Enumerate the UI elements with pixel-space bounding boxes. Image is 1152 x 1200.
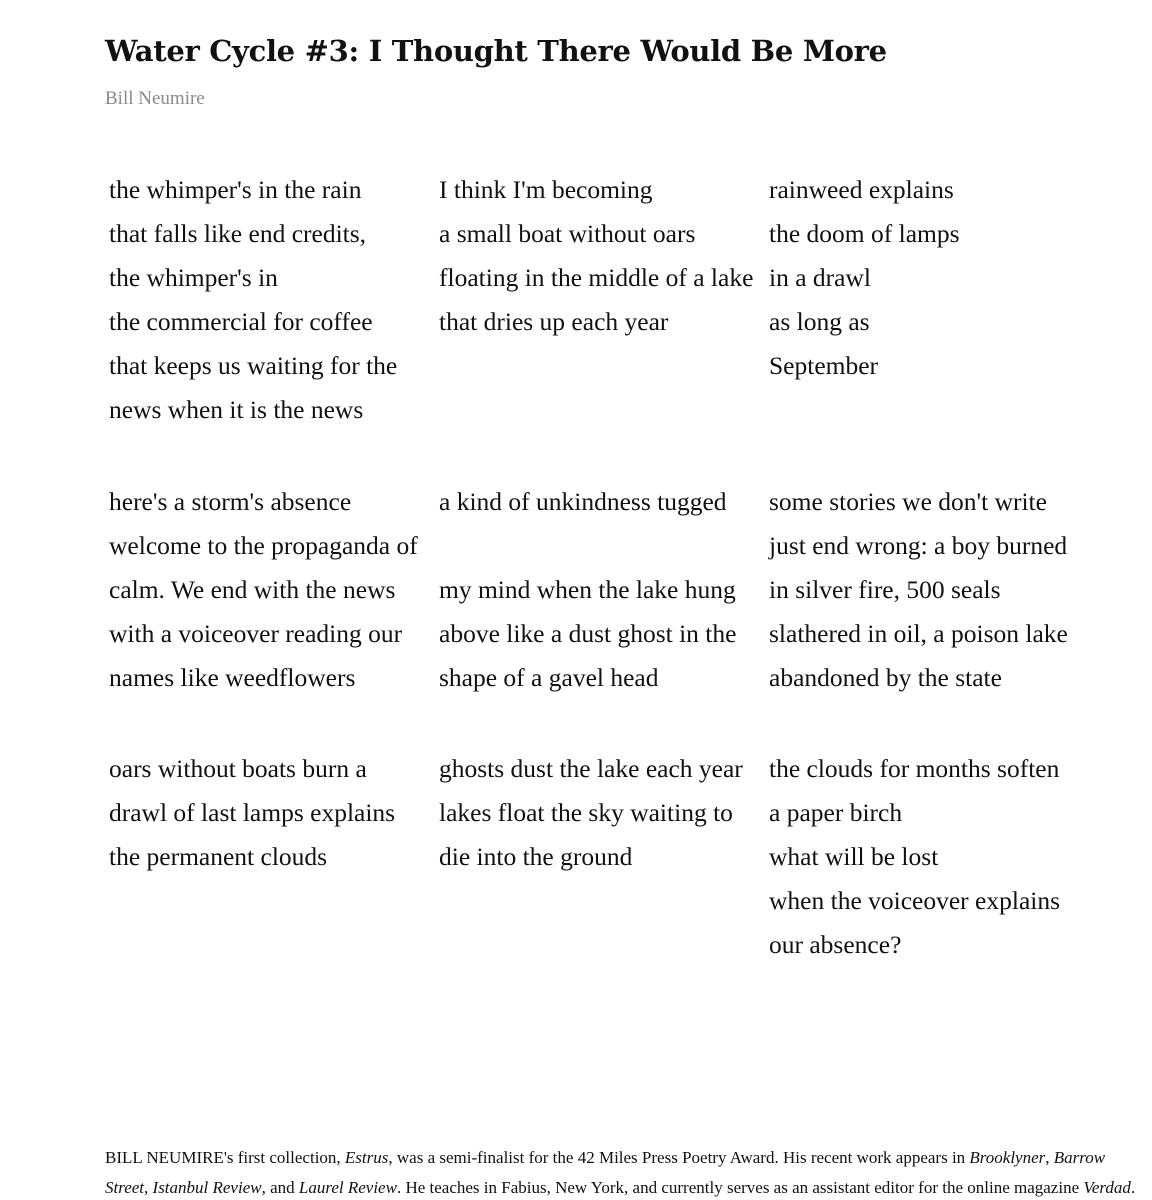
poem-line: lakes float the sky waiting to <box>439 798 733 827</box>
stanza-6 <box>769 480 1099 747</box>
poem-line: the whimper's in <box>109 263 278 292</box>
journal-title: Istanbul Review <box>152 1178 262 1197</box>
bio-separator: , <box>1045 1148 1054 1167</box>
book-title: Estrus <box>344 1148 389 1167</box>
poem-line: in silver fire, 500 seals <box>769 575 1001 604</box>
poem-author: Bill Neumire <box>105 88 205 109</box>
poem-line: here's a storm's absence <box>109 487 352 516</box>
poem-line: my mind when the lake hung <box>439 575 736 604</box>
poem-line: the whimper's in the rain <box>109 175 362 204</box>
poem-line: that keeps us waiting for the <box>109 351 398 380</box>
poem-line: I think I'm becoming <box>439 175 653 204</box>
poem-line: welcome to the propaganda of <box>109 531 418 560</box>
poem-line: calm. We end with the news <box>109 575 396 604</box>
poem-line: with a voiceover reading our <box>109 619 403 648</box>
poem-line: the clouds for months soften <box>769 754 1060 783</box>
poem-line: when the voiceover explains <box>769 886 1061 915</box>
poem-title: Water Cycle #3: I Thought There Would Be More <box>105 34 887 68</box>
poem-line: in a drawl <box>769 263 871 292</box>
bio-text: . He teaches in Fabius, New York, and currently serves as an assistant editor for the online magazine <box>396 1178 1084 1197</box>
bio-text: , was a semi-finalist for the 42 Miles Press Poetry Award. His recent work appears in <box>388 1148 970 1167</box>
journal-title: Brooklyner <box>969 1148 1046 1167</box>
poem-line: news when it is the news <box>109 395 364 424</box>
poem-line: drawl of last lamps explains <box>109 798 396 827</box>
poem-line: die into the ground <box>439 842 633 871</box>
poem-line: that dries up each year <box>439 307 669 336</box>
poem-line: shape of a gavel head <box>439 663 659 692</box>
stanza-2 <box>439 168 769 480</box>
stanza-3 <box>769 168 1099 480</box>
stanza-7 <box>109 747 439 967</box>
bio-separator: , <box>144 1178 153 1197</box>
poem-line: what will be lost <box>769 842 939 871</box>
poem-line: just end wrong: a boy burned <box>769 531 1068 560</box>
poem-line: above like a dust ghost in the <box>439 619 737 648</box>
stanza-5 <box>439 480 769 747</box>
author-bio <box>105 1143 1150 1200</box>
poem-line: oars without boats burn a <box>109 754 367 783</box>
poem-line: abandoned by the state <box>769 663 1002 692</box>
poem-line: the commercial for coffee <box>109 307 373 336</box>
journal-title: Barrow Street <box>105 1148 1106 1197</box>
bio-text: . <box>1130 1178 1136 1197</box>
poem-line: a small boat without oars <box>439 219 696 248</box>
poem-line: as long as <box>769 307 870 336</box>
bio-separator: , and <box>261 1178 299 1197</box>
stanza-8 <box>439 747 769 967</box>
stanza-4 <box>109 480 439 747</box>
stanza-1 <box>109 168 439 480</box>
poem-line: slathered in oil, a poison lake <box>769 619 1068 648</box>
journal-title: Laurel Review <box>298 1178 397 1197</box>
poem-line: that falls like end credits, <box>109 219 367 248</box>
poem-line-blank <box>439 524 769 568</box>
poem-line: a paper birch <box>769 798 903 827</box>
poem-line: ghosts dust the lake each year <box>439 754 743 783</box>
poem-line: names like weedflowers <box>109 663 356 692</box>
stanza-9 <box>769 747 1099 967</box>
poem-line: some stories we don't write <box>769 487 1047 516</box>
poem-line: the doom of lamps <box>769 219 960 248</box>
poem-body <box>109 168 1109 967</box>
poem-line: a kind of unkindness tugged <box>439 487 727 516</box>
poem-line: the permanent clouds <box>109 842 328 871</box>
poem-line: floating in the middle of a lake <box>439 263 754 292</box>
bio-text: BILL NEUMIRE's first collection, <box>105 1148 345 1167</box>
poem-line: September <box>769 351 879 380</box>
magazine-title: Verdad <box>1083 1178 1131 1197</box>
poem-line: rainweed explains <box>769 175 954 204</box>
poem-line: our absence? <box>769 930 902 959</box>
